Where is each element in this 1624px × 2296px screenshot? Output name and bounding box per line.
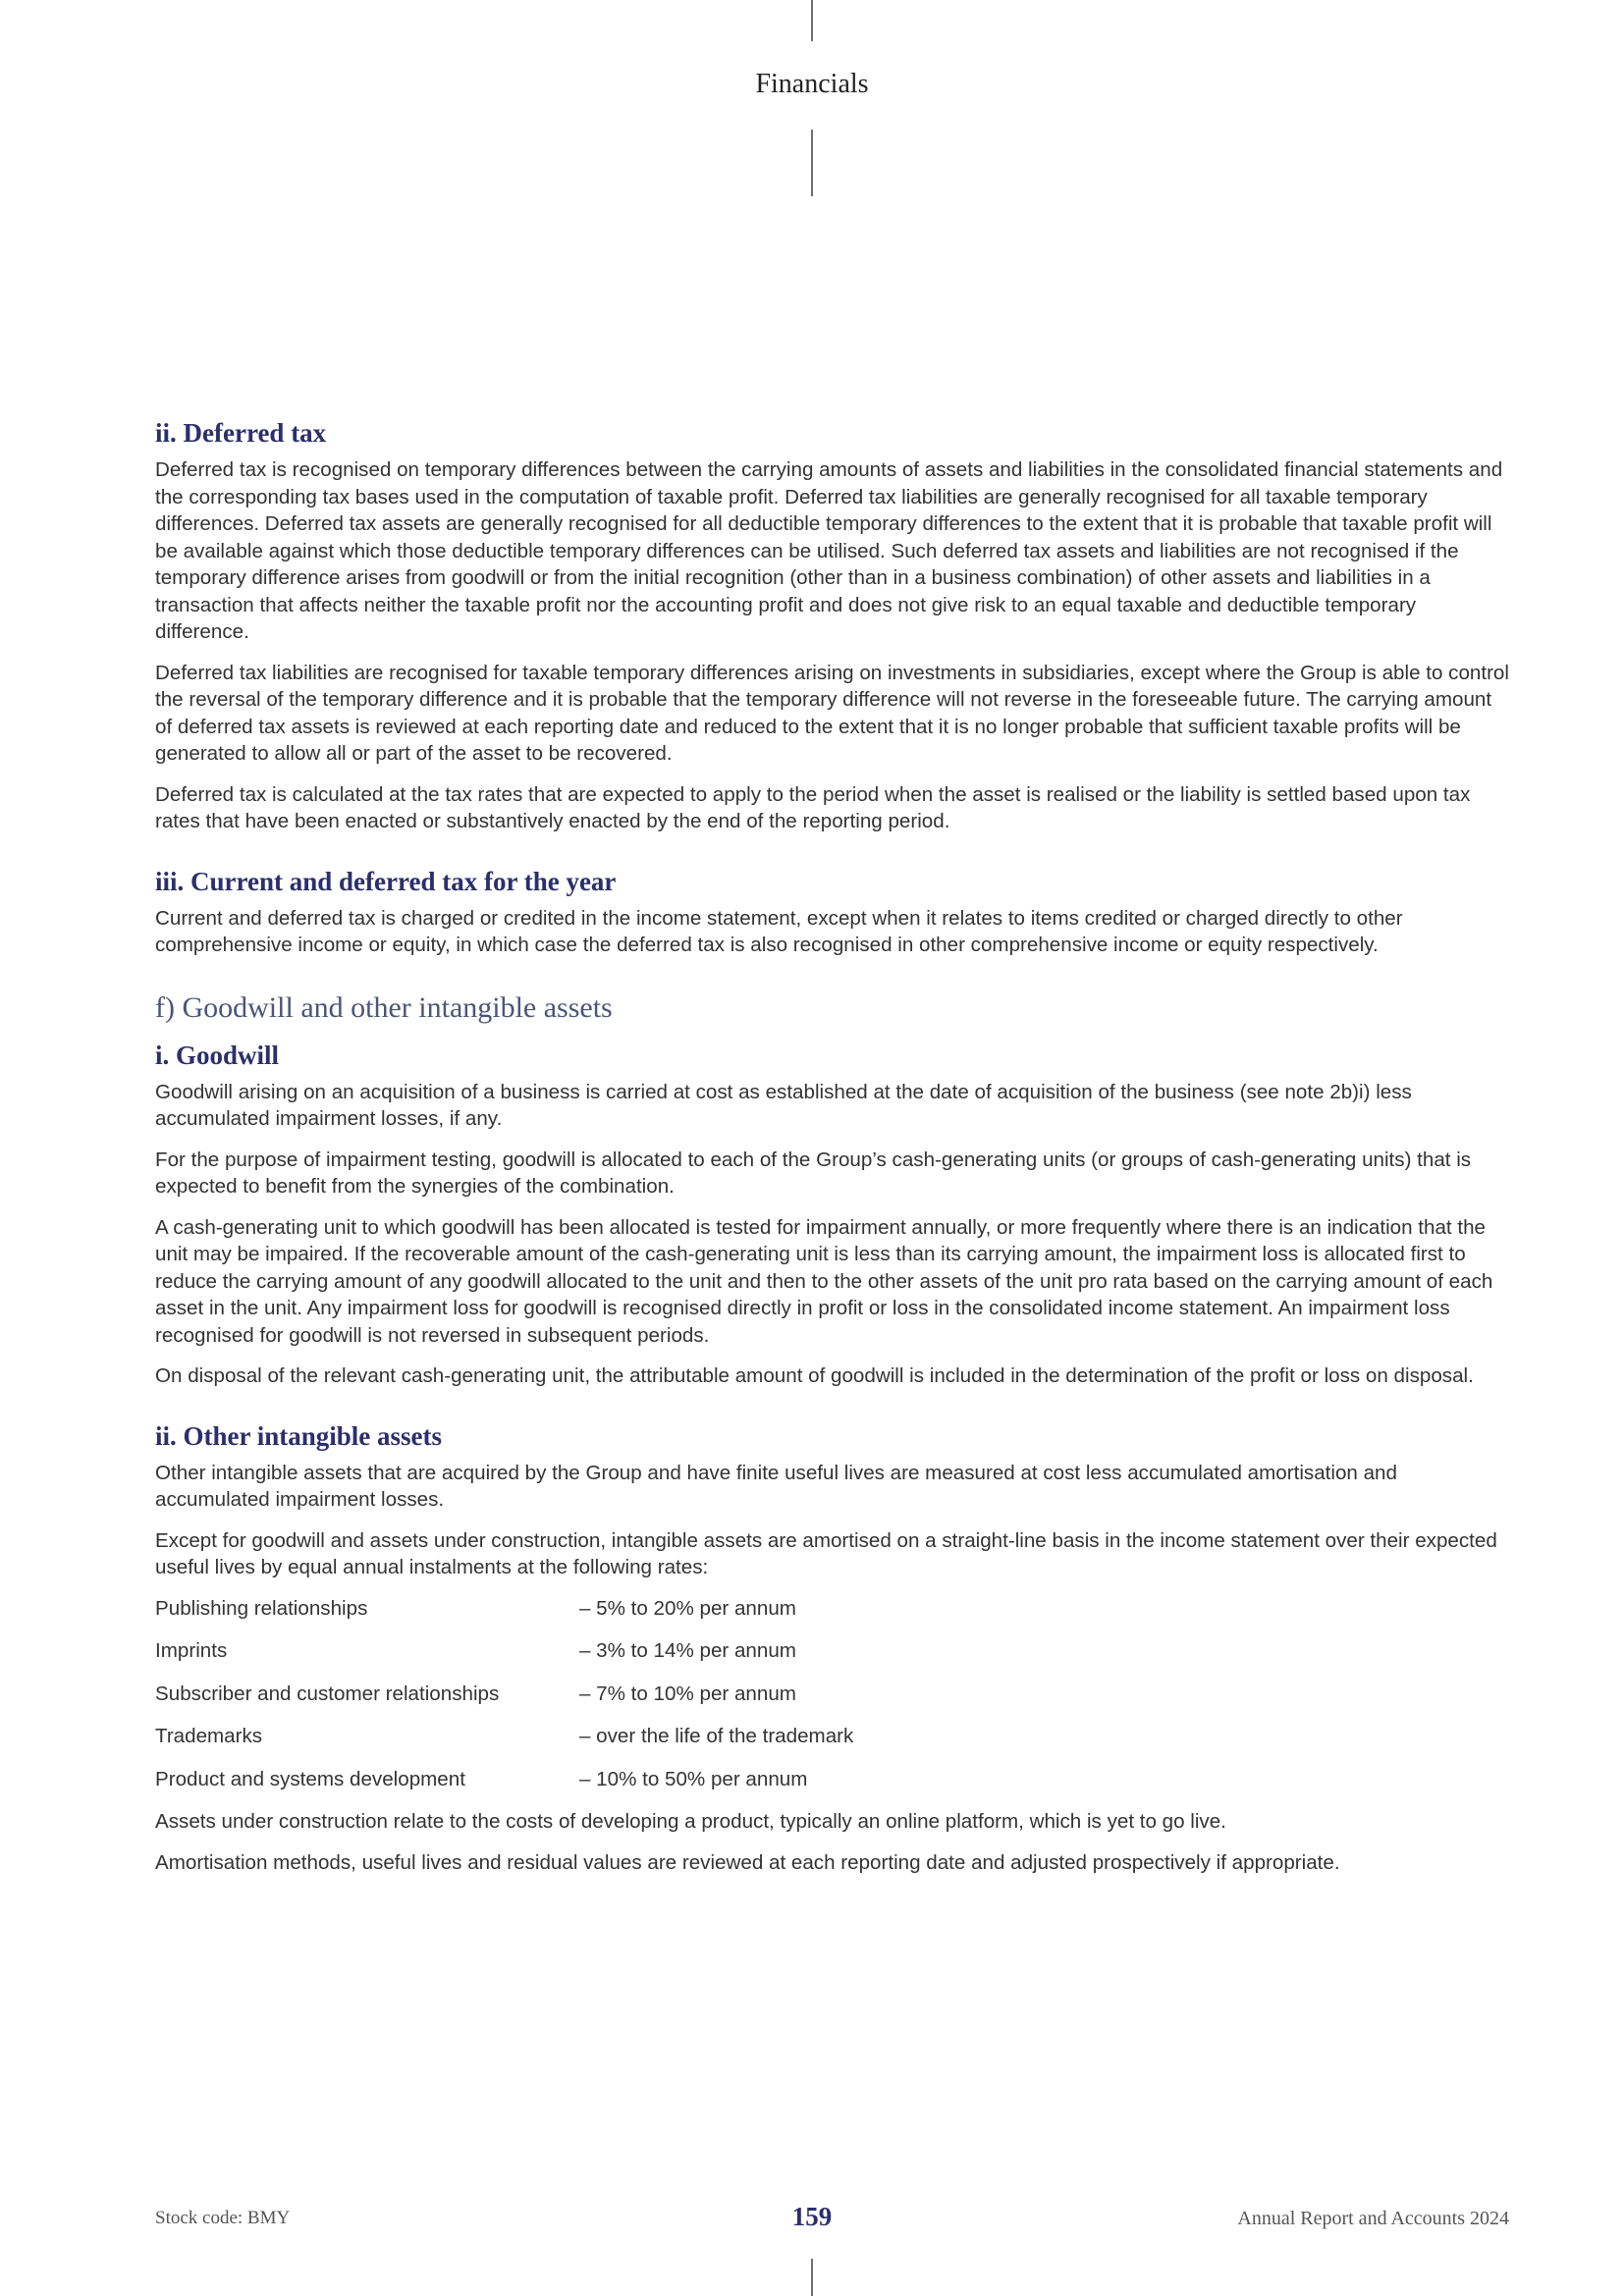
goodwill-paragraph-2: For the purpose of impairment testing, goodwill is allocated to each of the Group’s cash-generating units (or groups of cash-generating units) that is expected to benefit from the synergies of the combination. <box>155 1148 1472 1199</box>
other-intangibles-paragraph-4: Amortisation methods, useful lives and residual values are reviewed at each reporting date and adjusted prospectively if appropriate. <box>155 1850 1340 1874</box>
goodwill-paragraph-4: On disposal of the relevant cash-generating unit, the attributable amount of goodwill is included in the determination of the profit or loss on disposal. <box>155 1364 1474 1388</box>
rate-value: – 3% to 14% per annum <box>579 1639 796 1663</box>
rate-value: – over the life of the trademark <box>579 1725 854 1748</box>
bottom-divider-line <box>811 2259 813 2296</box>
goodwill-paragraph-3: A cash-generating unit to which goodwill has been allocated is tested for impairment annually, or more frequently where there is an indication that the unit may be impaired. If the recoverable amount of the cash-generating unit is less than its carrying amount, the impairment loss is allocated first to reduce the carrying amount of any goodwill allocated to the unit and then to the other assets of the unit pro rata based on the carrying amount of each asset in the unit. Any impairment loss for goodwill is recognised directly in profit or loss in the consolidated income statement. An impairment loss recognised for goodwill is not reversed in subsequent periods. <box>155 1215 1493 1347</box>
other-intangibles-paragraph-2: Except for goodwill and assets under construction, intangible assets are amortised on a straight-line basis in the income statement over their expected useful lives by equal annual instalments at the following rates: <box>155 1528 1497 1579</box>
page-content <box>155 416 1512 1890</box>
other-intangibles-paragraph-1: Other intangible assets that are acquired by the Group and have finite useful lives are measured at cost less accumulated amortisation and accumulated impairment losses. <box>155 1461 1397 1512</box>
current-deferred-tax-heading: iii. Current and deferred tax for the year <box>155 866 617 896</box>
rate-label: Publishing relationships <box>155 1596 368 1620</box>
rate-row <box>155 1766 1512 1793</box>
other-intangibles-paragraph-3: Assets under construction relate to the costs of developing a product, typically an online platform, which is yet to go live. <box>155 1810 1226 1834</box>
header-divider-line <box>811 130 813 196</box>
rate-row <box>155 1723 1512 1750</box>
rate-label: Trademarks <box>155 1725 263 1748</box>
goodwill-paragraph-1: Goodwill arising on an acquisition of a business is carried at cost as established at the date of acquisition of the business (see note 2b)i) less accumulated impairment losses, if any. <box>155 1080 1412 1131</box>
other-intangibles-heading: ii. Other intangible assets <box>155 1420 443 1451</box>
rate-value: – 10% to 50% per annum <box>579 1767 808 1790</box>
stock-code: Stock code: BMY <box>155 2208 291 2228</box>
report-title: Annual Report and Accounts 2024 <box>1237 2208 1509 2229</box>
rate-value: – 5% to 20% per annum <box>579 1596 796 1620</box>
section-header: Financials <box>755 69 869 99</box>
page-number: 159 <box>791 2202 833 2231</box>
current-deferred-tax-paragraph: Current and deferred tax is charged or credited in the income statement, except when it relates to items credited or charged directly to other comprehensive income or equity, in which case the deferred tax is also recognised in other comprehensive income or equity respectively. <box>155 906 1403 957</box>
rate-value: – 7% to 10% per annum <box>579 1682 796 1705</box>
rate-label: Imprints <box>155 1639 228 1663</box>
amortisation-rates-list <box>155 1595 1512 1793</box>
rate-label: Subscriber and customer relationships <box>155 1682 500 1705</box>
rate-row <box>155 1681 1512 1708</box>
goodwill-section-heading: f) Goodwill and other intangible assets <box>155 990 613 1024</box>
deferred-tax-paragraph-3: Deferred tax is calculated at the tax rates that are expected to apply to the period when the asset is realised or the liability is settled based upon tax rates that have been enacted or substantively enacted by the end of the reporting period. <box>155 782 1471 833</box>
top-divider-line <box>811 0 813 41</box>
rate-row <box>155 1595 1512 1623</box>
goodwill-heading: i. Goodwill <box>155 1040 280 1070</box>
deferred-tax-heading: ii. Deferred tax <box>155 418 327 448</box>
deferred-tax-paragraph-2: Deferred tax liabilities are recognised for taxable temporary differences arising on investments in subsidiaries, except where the Group is able to control the reversal of the temporary difference and it is probable that the temporary difference will not reverse in the foreseeable future. The carrying amount of deferred tax assets is reviewed at each reporting date and reduced to the extent that it is no longer probable that sufficient taxable profits will be generated to allow all or part of the asset to be recovered. <box>155 661 1509 766</box>
deferred-tax-paragraph-1: Deferred tax is recognised on temporary differences between the carrying amounts of assets and liabilities in the consolidated financial statements and the corresponding tax bases used in the computation of taxable profit. Deferred tax liabilities are generally recognised for all taxable temporary differences. Deferred tax assets are generally recognised for all deductible temporary differences to the extent that it is probable that taxable profit will be available against which those deductible temporary differences can be utilised. Such deferred tax assets and liabilities are not recognised if the temporary difference arises from goodwill or from the initial recognition (other than in a business combination) of other assets and liabilities in a transaction that affects neither the taxable profit nor the accounting profit and does not give risk to an equal taxable and deductible temporary difference. <box>155 458 1503 644</box>
rate-row <box>155 1637 1512 1665</box>
rate-label: Product and systems development <box>155 1767 465 1790</box>
